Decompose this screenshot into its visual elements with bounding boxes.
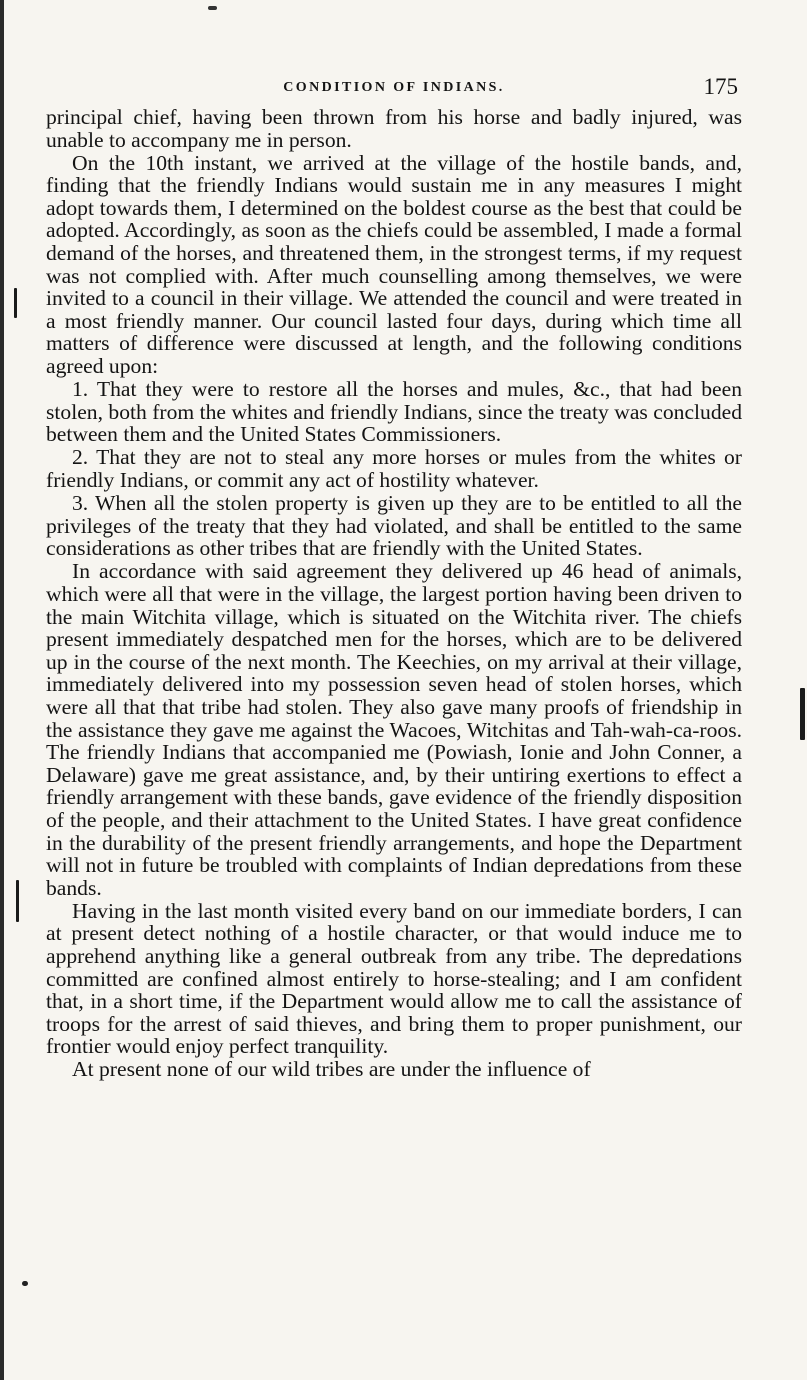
paragraph-borders: Having in the last month visited every band on our immediate borders, I can at present detect nothing of a hostile character, or that would induce me to apprehend anything like a general outbreak from any tribe. The depredations committed are confined almost entirely to horse-stealing; and I am confident that, in a short time, if the Department would allow me to call the assistance of troops for the arrest of said thieves, and bring them to proper punishment, our frontier would enjoy perfect tranquility. xyxy=(46,898,742,1059)
book-page xyxy=(46,68,742,1081)
paragraph-wild-tribes: At present none of our wild tribes are under the influence of xyxy=(72,1057,591,1082)
ink-speck xyxy=(22,1281,28,1286)
ink-speck xyxy=(208,6,217,10)
margin-mark xyxy=(14,288,17,318)
paragraph-continued: principal chief, having been thrown from his horse and badly injured, was unable to accompany me in person. xyxy=(46,105,742,152)
paragraph-village-council: On the 10th instant, we arrived at the village of the hostile bands, and, finding that the friendly Indians would sustain me in any measures I might adopt towards them, I determined on the boldest course as the best that could be adopted. Accordingly, as soon as the chiefs could be assembled, I made a formal demand of the horses, and threatened them, in the strongest terms, if my request was not complied with. After much counselling among themselves, we were invited to a council in their village. We attended the council and were treated in a most friendly manner. Our council lasted four days, during which time all matters of difference were discussed at length, and the following conditions agreed upon: xyxy=(46,150,742,379)
body-text xyxy=(46,106,742,1081)
margin-mark xyxy=(800,688,805,740)
running-title: CONDITION OF INDIANS. xyxy=(283,80,505,95)
condition-1: 1. That they were to restore all the horses and mules, &c., that had been stolen, both from the whites and friendly Indians, since the treaty was concluded between them and the United States Commissioners. xyxy=(46,377,742,447)
running-head xyxy=(46,68,742,106)
margin-mark xyxy=(16,880,19,922)
page-number: 175 xyxy=(703,74,738,99)
condition-2: 2. That they are not to steal any more horses or mules from the whites or friendly Indians, or commit any act of hostility whatever. xyxy=(46,445,742,492)
scan-edge xyxy=(0,0,4,1380)
condition-3: 3. When all the stolen property is given up they are to be entitled to all the privileges of the treaty that they had violated, and shall be entitled to the same considerations as other tribes that are friendly with the United States. xyxy=(46,491,742,561)
paragraph-agreement: In accordance with said agreement they delivered up 46 head of animals, which were all that were in the village, the largest portion having been driven to the main Witchita village, which is situated on the Witchita river. The chiefs present immediately despatched men for the horses, which are to be delivered up in the course of the next month. The Keechies, on my arrival at their village, immediately delivered into my possession seven head of stolen horses, which were all that that tribe had stolen. They also gave many proofs of friendship in the assistance they gave me against the Wacoes, Witchitas and Tah-wah-ca-roos. The friendly Indians that accompanied me (Powiash, Ionie and John Conner, a Delaware) gave me great assistance, and, by their untiring exertions to effect a friendly arrangement with these bands, gave evidence of the friendly disposition of the people, and their attachment to the United States. I have great confidence in the durability of the present friendly arrangements, and hope the Department will not in future be troubled with complaints of Indian depredations from these bands. xyxy=(46,559,742,900)
